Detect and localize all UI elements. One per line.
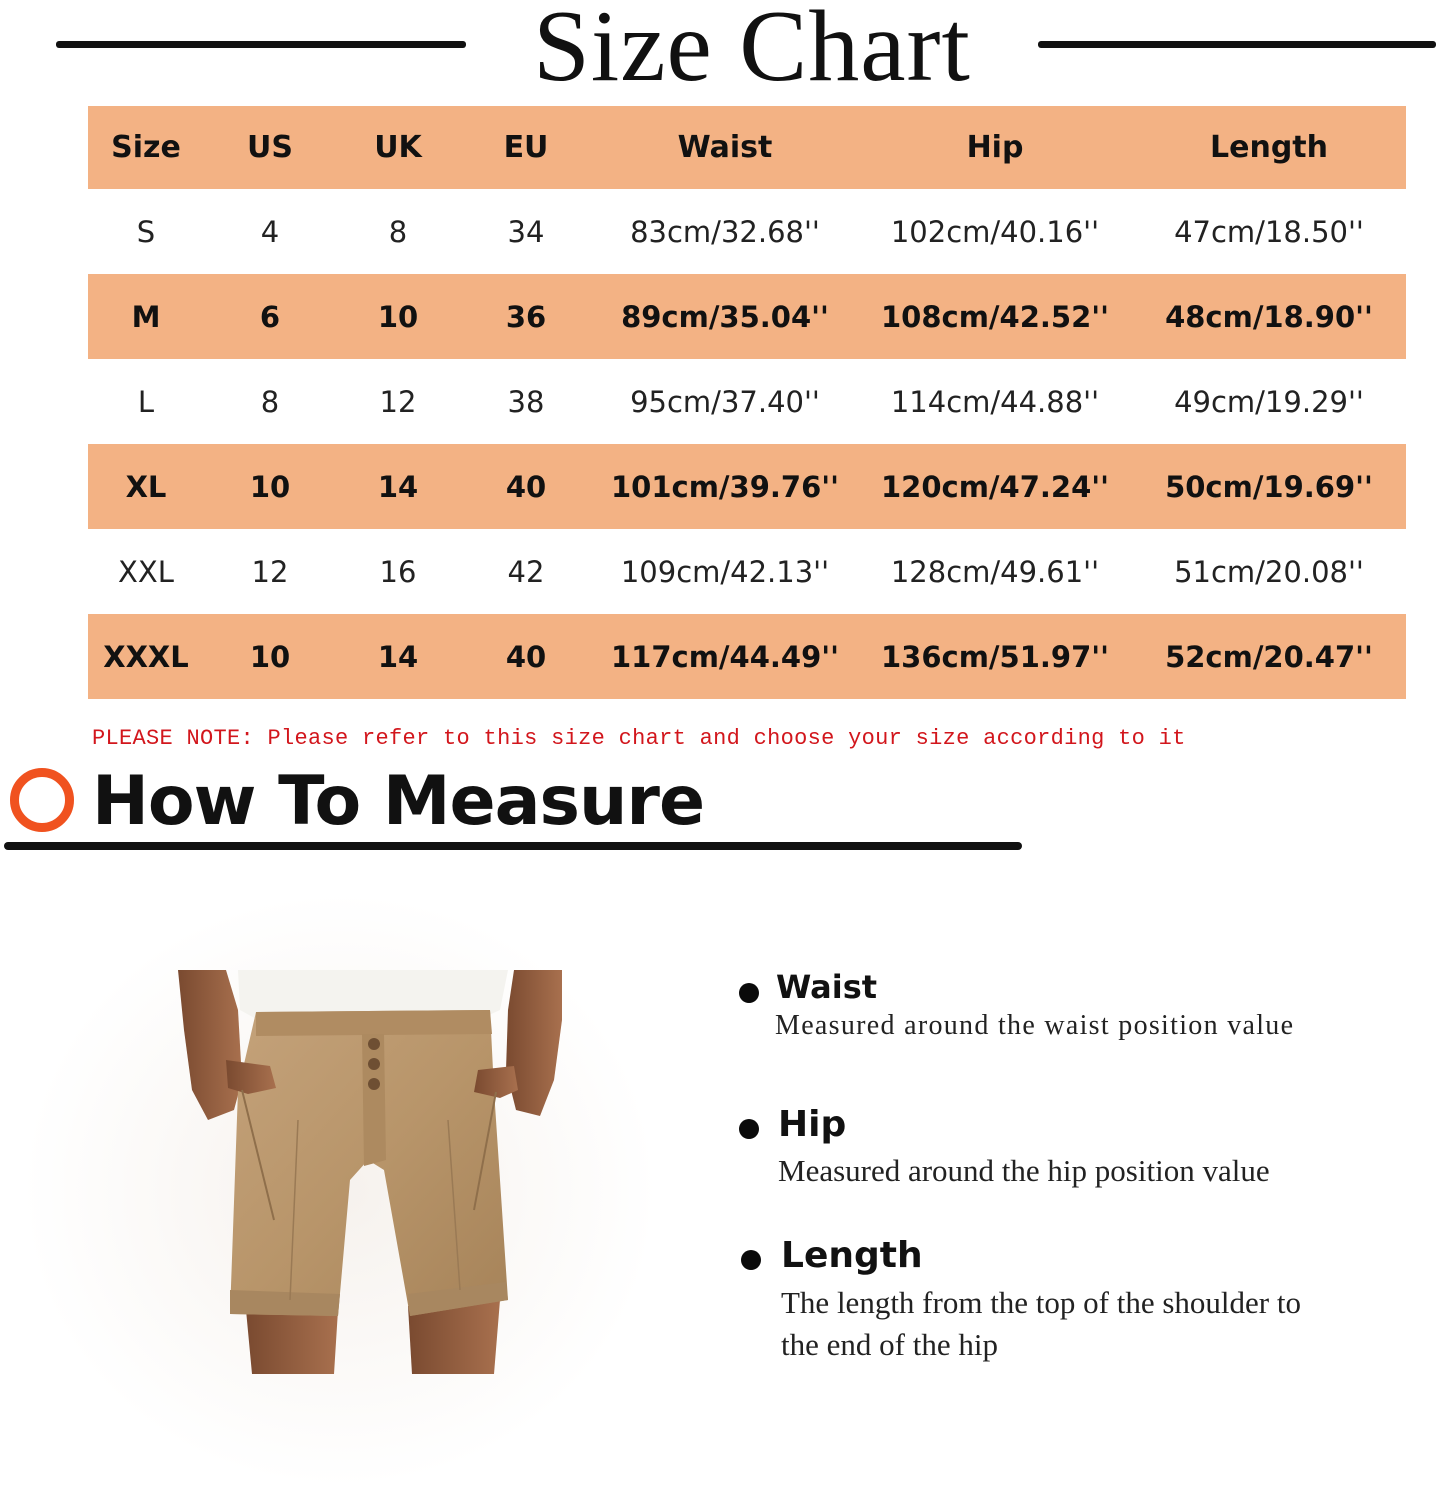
shorts-illustration: [178, 970, 562, 1374]
size-table: [88, 106, 1406, 699]
column-header-hip: Hip: [966, 130, 1024, 165]
eu-cell: 40: [505, 469, 547, 504]
column-header-length: Length: [1210, 130, 1328, 165]
table-row: [88, 189, 1406, 274]
table-row: [88, 529, 1406, 614]
eu-cell: 36: [505, 299, 547, 334]
uk-cell: 10: [377, 299, 419, 334]
measure-title-length: Length: [781, 1235, 923, 1276]
please-note-text: PLEASE NOTE: Please refer to this size chart and choose your size according to it: [92, 726, 1186, 751]
bullet-icon: [741, 1250, 761, 1270]
us-cell: 8: [260, 384, 280, 419]
size-cell: XXL: [118, 554, 174, 589]
waist-cell: 117cm/44.49'': [610, 639, 840, 674]
circle-marker-icon: [10, 768, 74, 832]
column-header-waist: Waist: [677, 130, 773, 165]
hip-cell: 128cm/49.61'': [890, 554, 1100, 589]
column-header-uk: UK: [374, 130, 422, 165]
hip-cell: 102cm/40.16'': [890, 214, 1100, 249]
column-header-us: US: [247, 130, 293, 165]
length-cell: 49cm/19.29'': [1174, 384, 1364, 419]
hip-cell: 114cm/44.88'': [890, 384, 1100, 419]
table-row: [88, 359, 1406, 444]
hip-cell: 136cm/51.97'': [880, 639, 1110, 674]
how-to-measure-heading: How To Measure: [92, 762, 705, 841]
waist-cell: 89cm/35.04'': [621, 299, 829, 334]
bullet-icon: [739, 1119, 759, 1139]
measure-desc-length-line-1: The length from the top of the shoulder to: [781, 1285, 1301, 1320]
eu-cell: 40: [505, 639, 547, 674]
measure-desc-hip: Measured around the hip position value: [778, 1153, 1270, 1188]
us-cell: 12: [251, 554, 289, 589]
eu-cell: 34: [507, 214, 545, 249]
shorts-photo: [178, 970, 562, 1374]
page-title: Size Chart: [533, 0, 971, 103]
uk-cell: 12: [379, 384, 417, 419]
size-cell: XL: [125, 469, 167, 504]
measure-title-waist: Waist: [776, 968, 878, 1006]
size-cell: M: [131, 299, 161, 334]
table-header-row: [88, 106, 1406, 189]
length-cell: 50cm/19.69'': [1165, 469, 1373, 504]
hip-cell: 108cm/42.52'': [880, 299, 1110, 334]
table-row: [88, 274, 1406, 359]
section-rule: [4, 842, 1022, 850]
eu-cell: 42: [507, 554, 545, 589]
title-rule-right: [1038, 41, 1436, 48]
length-cell: 52cm/20.47'': [1165, 639, 1373, 674]
table-row: [88, 614, 1406, 699]
us-cell: 4: [260, 214, 280, 249]
uk-cell: 14: [377, 469, 419, 504]
title-rule-left: [56, 41, 466, 48]
us-cell: 10: [249, 469, 291, 504]
waist-cell: 83cm/32.68'': [630, 214, 820, 249]
waist-cell: 95cm/37.40'': [630, 384, 820, 419]
us-cell: 10: [249, 639, 291, 674]
table-row: [88, 444, 1406, 529]
size-cell: L: [137, 384, 155, 419]
size-cell: S: [136, 214, 156, 249]
eu-cell: 38: [507, 384, 545, 419]
column-header-eu: EU: [503, 130, 549, 165]
us-cell: 6: [259, 299, 281, 334]
column-header-size: Size: [111, 130, 181, 165]
uk-cell: 16: [379, 554, 417, 589]
hip-cell: 120cm/47.24'': [880, 469, 1110, 504]
size-cell: XXXL: [103, 639, 189, 674]
uk-cell: 14: [377, 639, 419, 674]
measure-desc-waist: Measured around the waist position value: [775, 1010, 1295, 1041]
waist-cell: 101cm/39.76'': [610, 469, 840, 504]
measure-desc-length-line-2: the end of the hip: [781, 1327, 998, 1362]
measure-title-hip: Hip: [778, 1104, 847, 1145]
bullet-icon: [739, 983, 759, 1003]
length-cell: 51cm/20.08'': [1174, 554, 1364, 589]
length-cell: 48cm/18.90'': [1165, 299, 1373, 334]
uk-cell: 8: [388, 214, 408, 249]
length-cell: 47cm/18.50'': [1174, 214, 1364, 249]
waist-cell: 109cm/42.13'': [620, 554, 830, 589]
